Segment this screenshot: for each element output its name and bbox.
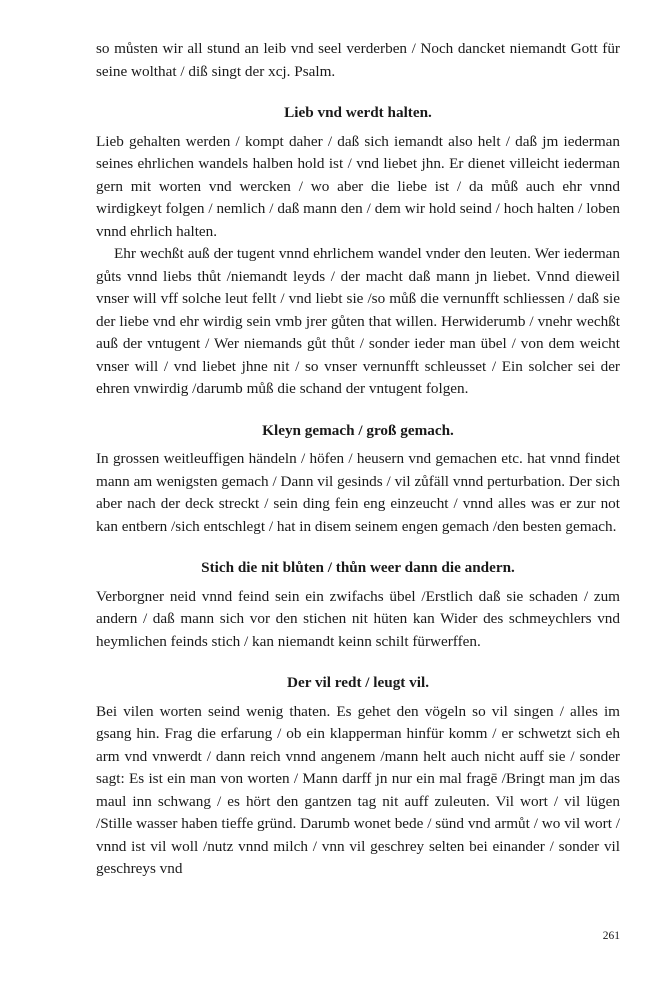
page-number: 261	[602, 930, 620, 942]
section-paragraph: Bei vilen worten seind wenig thaten. Es gehet den vögeln so vil singen / alles im gsang hin. Frag die erfarung / ob ein klapperman hinfür komm / er schwetzt sich eh arm vnd vnwerdt / dann reich vnnd angenem /mann helt auch nicht auff sie / sonder sagt: Es ist ein man von worten / Mann darff jn nur ein mal fragē /Bringt man jm das maul inn schwang / es hört den gantzen tag nit auff zuleuten. Vil wort / vil lügen /Stille wasser haben tieffe gründ. Darumb wonet bede / sünd vnd armůt / wo vil wort / vnnd ist vil woll /nutz vnnd milch / vnn vil geschrey selten bei einander / sonder vil geschreys vnd	[96, 702, 620, 877]
page-body	[96, 38, 620, 881]
section-heading: Stich die nit blůten / thůn weer dann die andern.	[201, 559, 515, 576]
section-der-vil-redt	[96, 672, 620, 881]
section-paragraph: Lieb gehalten werden / kompt daher / daß sich iemandt also helt / daß jm iederman seines ehrlichen wandels halben hold ist / vnd liebet jhn. Er dienet villeicht iederman gern mit worten vnd wercken / wo aber die liebe ist / da můß auch ehr vnnd wirdigkeyt folgen / nemlich / daß mann den / dem wir hold seind / hoch halten / loben vnnd ehrlich halten.	[96, 132, 620, 240]
section-heading: Lieb vnd werdt halten.	[284, 104, 432, 121]
section-stich-die-nit-bluten	[96, 557, 620, 653]
section-kleyn-gemach	[96, 420, 620, 539]
section-heading: Kleyn gemach / groß gemach.	[262, 421, 454, 439]
section-lieb-vnd-werdt	[96, 102, 620, 401]
section-paragraph: Verborgner neid vnnd feind sein ein zwifachs übel /Erstlich daß sie schaden / zum andern / daß mann sich vor den stichen nit hüten kan Wider des schmeychlers vnd heymlichen feinds stich / kan niemandt keinn schilt fürwerffen.	[96, 587, 620, 650]
section-paragraph: In grossen weitleuffigen händeln / höfen / heusern vnd gemachen etc. hat vnnd findet mann am wenigsten gemach / Dann vil gesinds / vil zůfäll vnnd perturbation. Der sich aber nach der deck streckt / sein ding fein eng einzeucht / vnnd alles was er zur not kan entbern /sich entschlegt / hat in disem seinem engen gemach /den besten gemach.	[96, 450, 620, 535]
section-heading: Der vil redt / leugt vil.	[286, 674, 429, 691]
intro-paragraph: so můsten wir all stund an leib vnd seel verderben / Noch dancket niemandt Gott für seine wolthat / diß singt der xcj. Psalm.	[96, 40, 620, 80]
section-paragraph: Ehr wechßt auß der tugent vnnd ehrlichem wandel vnder den leuten. Wer iederman gůts vnnd liebs thůt /niemandt leyds / der macht daß mann jn liebet. Vnnd dieweil vnser will vff solche leut fellt / vnd liebt sie /so můß die vernunfft schliessen / daß sie der liebe vnd ehr wirdig sein vmb jrer gůten that willen. Herwiderumb / vnehr wechßt auß der vntugent / Wer niemands gůt thůt / sonder ieder man übel / von dem weicht vnser will / vnd liebet jhne nit / so vnser vernunfft schleusset / Ein solcher sei der ehren vnwirdig /darumb můß die schand der vntugent folgen.	[96, 245, 620, 397]
